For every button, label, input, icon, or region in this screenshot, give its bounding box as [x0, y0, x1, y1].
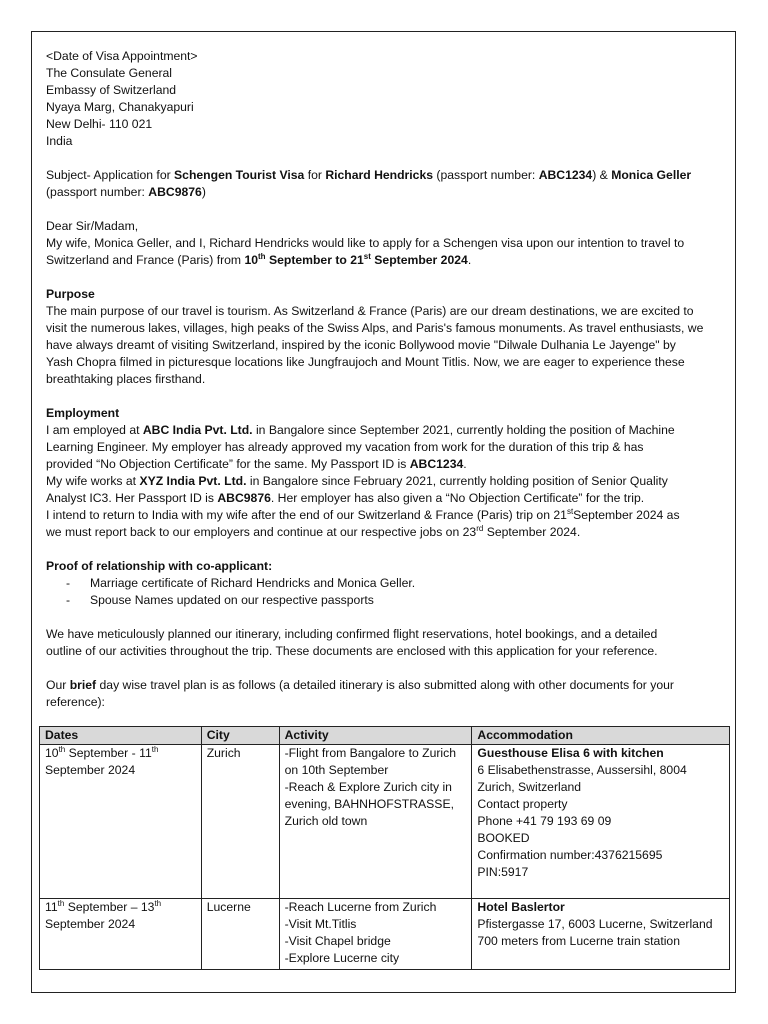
- activity-line: Zurich old town: [284, 814, 368, 828]
- date-suffix: th: [57, 899, 65, 908]
- plan-intro-bold: brief: [69, 678, 97, 692]
- activity-line: -Visit Mt.Titlis: [284, 917, 357, 931]
- employment-text: I intend to return to India with my wife after the end of our Switzerland & France (Paris) trip on 21: [46, 508, 567, 522]
- subject-line-2: [46, 184, 722, 201]
- city-cell: Zurich: [201, 745, 279, 899]
- date-suffix: st: [566, 507, 574, 516]
- date-day: 10: [45, 746, 59, 760]
- date-suffix: th: [151, 745, 159, 754]
- list-item: - Spouse Names updated on our respective passports: [66, 592, 722, 609]
- intro-line: My wife, Monica Geller, and I, Richard Hendricks would like to apply for a Schengen visa upon our intention to travel to: [46, 236, 685, 250]
- travel-dates: [244, 253, 467, 267]
- applicant-2-name: Monica Geller: [611, 168, 692, 182]
- employment-line: [46, 507, 722, 524]
- purpose-heading: Purpose: [46, 287, 95, 301]
- date-suffix: th: [58, 745, 66, 754]
- plan-intro-text: Our: [46, 678, 70, 692]
- activity-line: -Flight from Bangalore to Zurich: [284, 746, 456, 760]
- activity-line: on 10th September: [284, 763, 389, 777]
- accommodation-line: Zurich, Switzerland: [477, 780, 582, 794]
- purpose-line: visit the numerous lakes, villages, high peaks of the Swiss Alps, and Paris's famous monuments. As travel enthusiasts, we: [46, 321, 704, 335]
- address-line: Embassy of Switzerland: [46, 83, 177, 97]
- date-text: September – 13: [64, 900, 155, 914]
- date-suffix: th: [154, 899, 162, 908]
- activity-line: evening, BAHNHOFSTRASSE,: [284, 797, 454, 811]
- dates-cell: [40, 899, 202, 970]
- employment-text: Analyst IC3. Her Passport ID is: [46, 491, 218, 505]
- letter-body: [46, 48, 722, 711]
- address-line: Nyaya Marg, Chanakyapuri: [46, 100, 194, 114]
- activity-cell: [279, 899, 472, 970]
- employment-text: September 2024 as: [573, 508, 680, 522]
- date-suffix: st: [363, 252, 371, 261]
- employer-name: ABC India Pvt. Ltd.: [142, 423, 253, 437]
- activity-cell: [279, 745, 472, 899]
- itinerary-note-line: outline of our activities throughout the trip. These documents are enclosed with this application for your reference.: [46, 644, 658, 658]
- accommodation-line: Contact property: [477, 797, 568, 811]
- header-dates: Dates: [40, 727, 202, 745]
- accommodation-line: Phone +41 79 193 69 09: [477, 814, 612, 828]
- header-accommodation: Accommodation: [472, 727, 730, 745]
- passport-id: ABC1234: [409, 457, 464, 471]
- header-city: City: [201, 727, 279, 745]
- subject-line: [46, 167, 722, 184]
- subject-for: for: [304, 168, 326, 182]
- accommodation-cell: [472, 745, 730, 899]
- relationship-list: [46, 575, 722, 609]
- applicant-1-passport: ABC1234: [538, 168, 593, 182]
- header-activity: Activity: [279, 727, 472, 745]
- relationship-heading: Proof of relationship with co-applicant:: [46, 559, 273, 573]
- date-day: 11: [45, 900, 58, 914]
- accommodation-line: 700 meters from Lucerne train station: [477, 934, 680, 948]
- subject-passport-label: (passport number:: [46, 185, 149, 199]
- date-suffix: rd: [476, 524, 484, 533]
- plan-intro-text: day wise travel plan is as follows (a detailed itinerary is also submitted along with other documents for your: [96, 678, 674, 692]
- employment-line: [46, 524, 722, 541]
- employment-line: [46, 490, 722, 507]
- date-range: [45, 745, 197, 762]
- accommodation-line: Confirmation number:4376215695: [477, 848, 663, 862]
- purpose-line: breathtaking places firsthand.: [46, 372, 206, 386]
- date-placeholder: <Date of Visa Appointment>: [46, 49, 198, 63]
- hotel-name: Guesthouse Elisa 6 with kitchen: [477, 746, 664, 760]
- employment-line: Learning Engineer. My employer has already approved my vacation from work for the duration of this trip & has: [46, 440, 644, 454]
- dates-cell: [40, 745, 202, 899]
- employment-text: My wife works at: [46, 474, 140, 488]
- activity-line: -Reach & Explore Zurich city in: [284, 780, 452, 794]
- hotel-name: Hotel Baslertor: [477, 900, 565, 914]
- passport-id: ABC9876: [217, 491, 271, 505]
- date-text: September - 11: [65, 746, 152, 760]
- employment-text: in Bangalore since February 2021, currently holding position of Senior Quality: [246, 474, 668, 488]
- applicant-2-passport: ABC9876: [148, 185, 202, 199]
- letter-page: [31, 31, 736, 993]
- applicant-1-name: Richard Hendricks: [325, 168, 434, 182]
- date-year: September 2024: [45, 763, 136, 777]
- purpose-line: Yash Chopra filmed in picturesque locations like Jungfraujoch and Mount Titlis. Now, we are eager to experience these: [46, 355, 685, 369]
- employment-text: we must report back to our employers and continue at our respective jobs on 23: [46, 525, 477, 539]
- itinerary-note-line: We have meticulously planned our itinerary, including confirmed flight reservations, hotel bookings, and a detailed: [46, 627, 658, 641]
- list-item: - Marriage certificate of Richard Hendricks and Monica Geller.: [66, 575, 722, 592]
- subject-prefix: Subject- Application for: [46, 168, 175, 182]
- table-row: [40, 899, 730, 970]
- date-text: September 2024: [370, 253, 468, 267]
- address-line: The Consulate General: [46, 66, 173, 80]
- employment-line: [46, 456, 722, 473]
- date-range: [45, 899, 197, 916]
- accommodation-line: 6 Elisabethenstrasse, Aussersihl, 8004: [477, 763, 687, 777]
- employment-heading: Employment: [46, 406, 120, 420]
- address-line: India: [46, 134, 73, 148]
- accommodation-line: PIN:5917: [477, 865, 529, 879]
- greeting: Dear Sir/Madam,: [46, 219, 139, 233]
- intro-line-2: [46, 252, 722, 269]
- employment-text: I am employed at: [46, 423, 143, 437]
- employment-text: .: [463, 457, 467, 471]
- plan-intro-line: [46, 677, 722, 694]
- employment-line: [46, 422, 722, 439]
- plan-intro-line-2: reference):: [46, 695, 105, 709]
- travel-plan-table: [39, 726, 730, 970]
- subject-passport-label: (passport number:: [433, 168, 539, 182]
- accommodation-line: BOOKED: [477, 831, 530, 845]
- employment-line: [46, 473, 722, 490]
- date-year: September 2024: [45, 917, 136, 931]
- date-text: September to 21: [265, 253, 364, 267]
- activity-line: -Visit Chapel bridge: [284, 934, 391, 948]
- purpose-line: The main purpose of our travel is tourism. As Switzerland & France (Paris) are our dream destinations, we are excited to: [46, 304, 694, 318]
- employment-text: provided “No Objection Certificate” for the same. My Passport ID is: [46, 457, 410, 471]
- table-row: [40, 745, 730, 899]
- accommodation-line: Pfistergasse 17, 6003 Lucerne, Switzerland: [477, 917, 713, 931]
- activity-line: -Explore Lucerne city: [284, 951, 400, 965]
- date-day: 10: [244, 253, 259, 267]
- accommodation-cell: [472, 899, 730, 970]
- intro-text: Switzerland and France (Paris) from: [46, 253, 245, 267]
- date-suffix: th: [258, 252, 266, 261]
- employment-text: in Bangalore since September 2021, currently holding the position of Machine: [252, 423, 675, 437]
- table-header-row: [40, 727, 730, 745]
- city-cell: Lucerne: [201, 899, 279, 970]
- subject-close: ): [201, 185, 206, 199]
- intro-end: .: [467, 253, 472, 267]
- subject-amp: ) &: [592, 168, 612, 182]
- activity-line: -Reach Lucerne from Zurich: [284, 900, 437, 914]
- purpose-line: have always dreamt of visiting Switzerland, inspired by the iconic Bollywood movie "Dilwale Dulhania Le Jayenge" by: [46, 338, 676, 352]
- employment-text: September 2024.: [483, 525, 581, 539]
- address-line: New Delhi- 110 021: [46, 117, 153, 131]
- employer-name: XYZ India Pvt. Ltd.: [139, 474, 247, 488]
- employment-text: . Her employer has also given a “No Objection Certificate” for the trip.: [270, 491, 645, 505]
- visa-type: Schengen Tourist Visa: [174, 168, 305, 182]
